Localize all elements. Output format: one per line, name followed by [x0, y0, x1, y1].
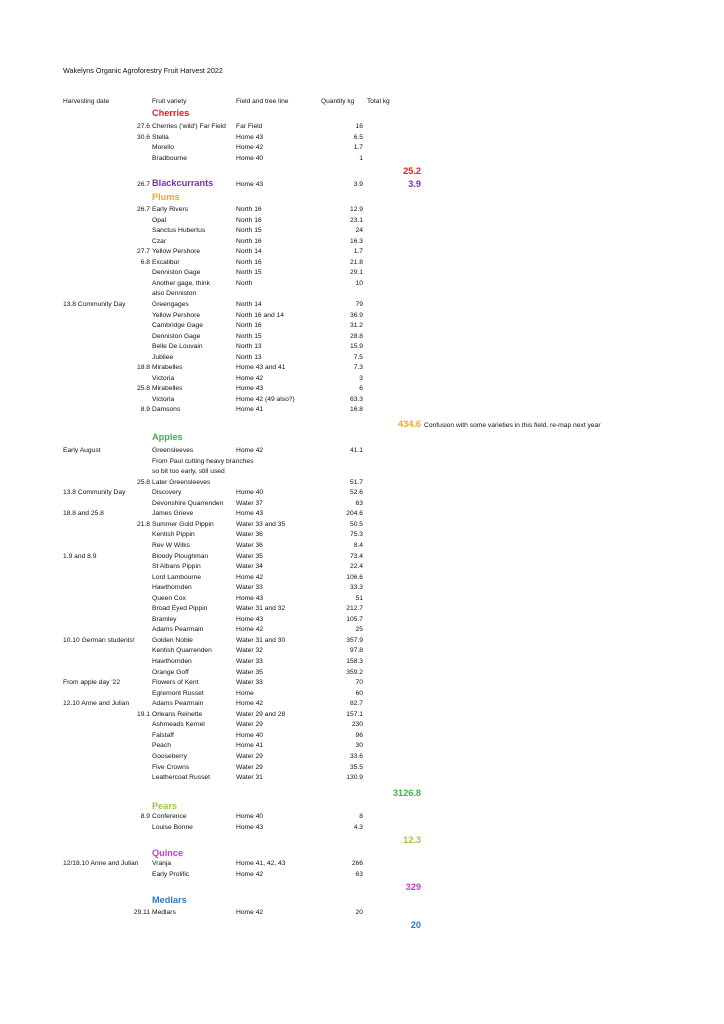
table-row [0, 446, 724, 457]
cell-field: Water 36 [236, 531, 263, 539]
table-row [0, 384, 724, 395]
cell-quantity: 130.9 [346, 774, 363, 782]
blackcurrants-field: Home 43 [236, 181, 264, 188]
cell-quantity: 16 [355, 123, 363, 130]
header-field-tree-line: Field and tree line [236, 98, 289, 105]
cell-harvest-date: 30.6 [136, 133, 150, 141]
cell-fruit-variety: Mirabelles [152, 364, 183, 372]
cell-quantity: 63 [355, 499, 363, 507]
cell-field: Home 41, 42, 43 [236, 860, 286, 867]
cell-quantity: 29.1 [349, 269, 363, 277]
cell-quantity: 23.1 [349, 216, 363, 224]
cell-quantity: 70 [355, 679, 363, 687]
table-row [0, 562, 724, 573]
cell-field: North 16 [236, 322, 262, 330]
blackcurrants-date: 26.7 [136, 181, 150, 188]
cell-quantity: 20 [355, 909, 363, 916]
cell-fruit-variety: Kentish Quarrenden [152, 647, 212, 655]
cell-fruit-variety: Falstaff [152, 731, 174, 739]
table-row [0, 311, 724, 322]
table-row [0, 678, 724, 689]
table-row [0, 752, 724, 763]
table-row [0, 646, 724, 657]
table-row [0, 689, 724, 700]
table-row [0, 763, 724, 774]
section-heading-blackcurrants: Blackcurrants [152, 178, 214, 188]
plums-total-note: Confusion with some varieties in this field, re-map next year [424, 422, 601, 429]
blackcurrants-quantity: 3.9 [353, 181, 363, 188]
total-blackcurrants: 3.9 [408, 179, 421, 189]
cell-quantity: 16.3 [349, 237, 363, 245]
cell-fruit-variety: Hawthornden [152, 584, 192, 592]
cell-fruit-variety: From Paul cutting heavy branches [152, 457, 254, 465]
cell-quantity: 41.1 [349, 447, 363, 454]
cell-quantity: 28.8 [349, 332, 363, 340]
table-row [0, 122, 724, 133]
cell-field: Water 29 [236, 752, 263, 760]
table-row [0, 823, 724, 834]
cell-fruit-variety: Stella [152, 133, 169, 141]
cell-harvest-date: 21.8 [136, 520, 150, 528]
header-harvesting-date: Harvesting date [63, 98, 110, 105]
table-row [0, 154, 724, 165]
cell-fruit-variety: Damsons [152, 406, 181, 414]
cell-note: 12.10 Anne and Julian [63, 700, 130, 708]
cell-fruit-variety: Five Crowns [152, 763, 190, 771]
cell-quantity: 33.6 [349, 752, 363, 760]
cell-quantity: 33.3 [349, 584, 363, 592]
cell-fruit-variety: Another gage, think [152, 279, 210, 287]
cell-quantity: 6.5 [353, 133, 363, 141]
cell-fruit-variety: also Denniston [152, 290, 197, 298]
cell-fruit-variety: Egremont Russet [152, 689, 204, 697]
cell-harvest-date: 18.8 [136, 364, 150, 372]
total-medlars: 20 [410, 920, 421, 930]
cell-field: North 16 and 14 [236, 311, 284, 319]
section-heading-medlars: Medlars [152, 895, 187, 905]
cell-field: North [236, 279, 253, 287]
table-row [0, 625, 724, 636]
cell-quantity: 7.5 [353, 353, 363, 361]
cell-field: North 15 [236, 269, 262, 277]
cell-fruit-variety: Adams Pearmain [152, 700, 204, 708]
cell-field: Water 33 [236, 679, 263, 687]
cell-quantity: 4.3 [353, 823, 363, 831]
cell-fruit-variety: Adams Pearmain [152, 626, 204, 634]
table-row [0, 908, 724, 919]
cell-fruit-variety: Jubilee [152, 353, 174, 361]
table-row [0, 353, 724, 364]
table-row [0, 604, 724, 615]
cell-fruit-variety: Gooseberry [152, 752, 187, 760]
cell-fruit-variety: Morello [152, 144, 174, 152]
cell-fruit-variety: Opal [152, 216, 167, 224]
cell-quantity: 12.9 [349, 206, 363, 213]
cell-fruit-variety: Kentish Pippin [152, 531, 195, 539]
table-row [0, 133, 724, 144]
cell-fruit-variety: so bit too early, still used [152, 468, 225, 476]
cell-field: Water 31 [236, 774, 263, 782]
table-row [0, 467, 724, 478]
cell-fruit-variety: Bramley [152, 615, 177, 623]
cell-field: Water 31 and 30 [236, 636, 286, 644]
cell-quantity: 63.3 [349, 395, 363, 403]
cell-harvest-date: 27.6 [136, 123, 150, 130]
cell-field: Home 42 [236, 909, 264, 916]
cell-quantity: 79 [355, 300, 363, 308]
cell-quantity: 25 [355, 626, 363, 634]
cell-field: North 13 [236, 343, 262, 351]
cell-quantity: 8 [359, 813, 363, 820]
cell-harvest-date: 26.7 [136, 206, 150, 213]
cell-fruit-variety: Sanctus Hubertus [152, 227, 206, 235]
cell-field: North 16 [236, 216, 262, 224]
table-row [0, 509, 724, 520]
cell-field: Water 31 and 32 [236, 605, 286, 613]
cell-field: Home 43 [236, 594, 264, 602]
cell-fruit-variety: Hawthornden [152, 658, 192, 665]
table-row [0, 870, 724, 881]
cell-quantity: 359.2 [346, 668, 363, 676]
cell-field: North 16 [236, 206, 262, 213]
cell-quantity: 63 [355, 870, 363, 878]
cell-quantity: 21.8 [349, 258, 363, 266]
cell-field: Home 43 and 41 [236, 364, 286, 372]
cell-quantity: 24 [355, 227, 363, 235]
section-heading-pears: Pears [152, 801, 178, 811]
table-row [0, 859, 724, 870]
table-row [0, 405, 724, 416]
cell-quantity: 97.8 [349, 647, 363, 655]
cell-quantity: 157.1 [346, 710, 363, 718]
cell-quantity: 10 [355, 279, 363, 287]
cell-fruit-variety: Flowers of Kent [152, 679, 199, 687]
total-plums: 434.6 [398, 419, 421, 429]
cell-fruit-variety: Greensleeves [152, 447, 194, 454]
cell-quantity: 50.5 [349, 520, 363, 528]
section-heading-quince: Quince [152, 848, 184, 858]
cell-quantity: 22.4 [349, 563, 363, 571]
total-cherries: 25.2 [403, 166, 421, 176]
cell-fruit-variety: Mirabelles [152, 385, 183, 393]
cell-fruit-variety: Peach [152, 742, 171, 750]
cell-fruit-variety: Czar [152, 237, 167, 245]
table-row [0, 289, 724, 300]
cell-field: Home 40 [236, 731, 264, 739]
table-row [0, 636, 724, 647]
cell-quantity: 1 [359, 154, 363, 162]
table-row [0, 583, 724, 594]
cell-quantity: 51.7 [349, 478, 363, 486]
table-row [0, 300, 724, 311]
document-title: Wakelyns Organic Agroforestry Fruit Harvest 2022 [63, 66, 223, 75]
table-row [0, 499, 724, 510]
cell-note: 10.10 German students! [63, 636, 135, 644]
cell-fruit-variety: Devonshire Quarrenden [152, 499, 224, 507]
cell-fruit-variety: Excalibur [152, 258, 180, 266]
cell-field: Water 29 [236, 721, 263, 729]
cell-harvest-date: 29.11 [133, 909, 150, 916]
header-quantity-kg: Quantity kg [321, 98, 355, 105]
cell-field: Home 43 [236, 133, 264, 141]
total-pears: 12.3 [403, 835, 421, 845]
cell-field: Water 29 and 28 [236, 710, 286, 718]
cell-harvest-date: 6.8 [140, 258, 150, 266]
cell-fruit-variety: Golden Noble [152, 636, 193, 644]
section-heading-apples: Apples [152, 432, 183, 442]
cell-field: Home 42 [236, 374, 264, 382]
table-row [0, 741, 724, 752]
cell-quantity: 36.9 [349, 311, 363, 319]
cell-fruit-variety: Ashmeads Kernel [152, 721, 205, 729]
cell-fruit-variety: Yellow Pershore [152, 311, 201, 319]
cell-fruit-variety: Later Greensleeves [152, 478, 211, 486]
cell-field: Home 42 [236, 870, 264, 878]
cell-fruit-variety: Leathercoat Russet [152, 774, 210, 782]
cell-quantity: 204.6 [346, 510, 363, 518]
cell-harvest-date: 25.8 [136, 478, 150, 486]
cell-quantity: 212.7 [346, 605, 363, 613]
cell-fruit-variety: Rev W Wilks [152, 541, 190, 549]
cell-fruit-variety: Yellow Pershore [152, 248, 201, 256]
cell-quantity: 15.9 [349, 343, 363, 351]
cell-note: From apple day '22 [63, 679, 121, 687]
cell-field: Water 37 [236, 499, 263, 507]
cell-fruit-variety: Orange Goff [152, 668, 189, 676]
cell-field: Home 42 [236, 144, 264, 152]
cell-harvest-date: 8.9 [140, 406, 150, 414]
table-row [0, 374, 724, 385]
table-row [0, 395, 724, 406]
cell-fruit-variety: Bradbourne [152, 154, 187, 162]
cell-quantity: 75.3 [349, 531, 363, 539]
table-row [0, 657, 724, 668]
cell-fruit-variety: Greengages [152, 300, 189, 308]
table-row [0, 247, 724, 258]
table-row [0, 478, 724, 489]
cell-field: Home 40 [236, 489, 264, 497]
table-row [0, 541, 724, 552]
cell-harvest-date: 25.8 [136, 385, 150, 393]
cell-quantity: 105.7 [346, 615, 363, 623]
cell-fruit-variety: Victoria [152, 374, 175, 382]
cell-field: Home 41 [236, 742, 264, 750]
cell-field: Water 33 [236, 584, 263, 592]
cell-quantity: 52.6 [349, 489, 363, 497]
cell-field: Water 36 [236, 541, 263, 549]
cell-quantity: 106.6 [346, 573, 363, 581]
cell-field: Water 32 [236, 647, 263, 655]
cell-harvest-date: 27.7 [136, 248, 150, 256]
cell-note: 12/18.10 Anne and Julian [63, 860, 139, 867]
cell-quantity: 1.7 [353, 248, 363, 256]
cell-field: Home 40 [236, 813, 264, 820]
cell-quantity: 7.3 [353, 364, 363, 372]
table-row [0, 699, 724, 710]
header-total-kg: Total kg [367, 98, 390, 105]
cell-quantity: 8.4 [353, 541, 363, 549]
cell-field: Home 42 [236, 447, 264, 454]
cell-fruit-variety: Victoria [152, 395, 175, 403]
cell-fruit-variety: Cambridge Gage [152, 322, 203, 330]
cell-note: 18.8 and 25.8 [63, 510, 104, 518]
table-row [0, 363, 724, 374]
table-row [0, 520, 724, 531]
table-row [0, 615, 724, 626]
cell-fruit-variety: Denniston Gage [152, 269, 201, 277]
cell-fruit-variety: Early Rivers [152, 206, 189, 213]
cell-field: Water 35 [236, 668, 263, 676]
cell-fruit-variety: Early Prolific [152, 870, 190, 878]
table-row [0, 226, 724, 237]
table-row [0, 731, 724, 742]
cell-fruit-variety: Summer Gold Pippin [152, 520, 214, 528]
cell-fruit-variety: Conference [152, 813, 187, 820]
table-row [0, 552, 724, 563]
cell-quantity: 60 [355, 689, 363, 697]
section-heading-plums: Plums [152, 192, 180, 202]
cell-fruit-variety: Broad Eyed Pippin [152, 605, 208, 613]
cell-field: Home 43 [236, 823, 264, 831]
cell-field: North 15 [236, 227, 262, 235]
cell-field: Home 42 [236, 700, 264, 708]
cell-quantity: 1.7 [353, 144, 363, 152]
table-row [0, 279, 724, 290]
cell-field: Home 43 [236, 615, 264, 623]
table-row [0, 205, 724, 216]
table-row [0, 668, 724, 679]
table-row [0, 258, 724, 269]
cell-note: 13.8 Community Day [63, 489, 126, 497]
total-apples: 3126.8 [392, 788, 421, 798]
cell-field: Home 42 [236, 626, 264, 634]
cell-fruit-variety: James Grieve [152, 510, 194, 518]
cell-field: Home 43 [236, 385, 264, 393]
cell-fruit-variety: Lord Lambourne [152, 573, 202, 581]
table-row [0, 216, 724, 227]
cell-field: North 16 [236, 258, 262, 266]
table-row [0, 321, 724, 332]
cell-field: Home 43 [236, 510, 264, 518]
cell-fruit-variety: Discovery [152, 489, 182, 497]
cell-note: 13.8 Community Day [63, 300, 126, 308]
cell-field: Home 42 [236, 573, 264, 581]
cell-field: Water 34 [236, 563, 263, 571]
cell-fruit-variety: Denniston Gage [152, 332, 201, 340]
cell-harvest-date: 8.9 [140, 813, 150, 820]
cell-field: North 14 [236, 300, 262, 308]
cell-field: Water 33 [236, 658, 263, 665]
cell-fruit-variety: Medlars [152, 909, 176, 916]
cell-fruit-variety: St Albans Pippin [152, 563, 201, 571]
cell-note: 1.9 and 8.9 [63, 552, 97, 560]
cell-fruit-variety: Orleans Reinette [152, 710, 203, 718]
cell-quantity: 51 [355, 594, 363, 602]
cell-field: North 14 [236, 248, 262, 256]
cell-field: Far Field [236, 123, 263, 130]
cell-quantity: 16.8 [349, 406, 363, 414]
cell-field: Home 41 [236, 406, 264, 414]
cell-quantity: 3 [359, 374, 363, 382]
cell-field: North 13 [236, 353, 262, 361]
cell-quantity: 266 [351, 860, 363, 867]
cell-quantity: 82.7 [349, 700, 363, 708]
cell-quantity: 96 [355, 731, 363, 739]
table-row [0, 773, 724, 784]
cell-field: Home 40 [236, 154, 264, 162]
table-row [0, 488, 724, 499]
table-row [0, 710, 724, 721]
cell-fruit-variety: Vranja [152, 860, 172, 867]
cell-quantity: 357.9 [346, 636, 363, 644]
cell-quantity: 158.3 [346, 658, 363, 665]
cell-note: Early August [63, 447, 101, 454]
cell-field: North 16 [236, 237, 262, 245]
table-row [0, 812, 724, 823]
cell-field: Home 42 (49 also?) [236, 395, 295, 403]
table-row [0, 720, 724, 731]
table-row [0, 594, 724, 605]
table-row [0, 457, 724, 468]
cell-field: Water 29 [236, 763, 263, 771]
table-row [0, 342, 724, 353]
cell-fruit-variety: Bloody Ploughman [152, 552, 209, 560]
header-fruit-variety: Fruit variety [152, 98, 187, 105]
table-row [0, 237, 724, 248]
table-row [0, 268, 724, 279]
cell-field: North 15 [236, 332, 262, 340]
table-row [0, 530, 724, 541]
cell-quantity: 73.4 [349, 552, 363, 560]
table-row [0, 143, 724, 154]
cell-quantity: 30 [355, 742, 363, 750]
cell-field: Water 35 [236, 552, 263, 560]
cell-field: Home [236, 689, 254, 697]
cell-fruit-variety: Cherries ('wild') Far Field [152, 123, 226, 130]
cell-quantity: 31.2 [349, 322, 363, 330]
section-heading-cherries: Cherries [152, 108, 190, 118]
cell-harvest-date: 19.1 [136, 710, 150, 718]
cell-fruit-variety: Belle De Louvain [152, 343, 203, 351]
table-row [0, 332, 724, 343]
cell-fruit-variety: Queen Cox [152, 594, 186, 602]
cell-quantity: 230 [351, 721, 363, 729]
cell-fruit-variety: Louise Bonne [152, 823, 193, 831]
cell-field: Water 33 and 35 [236, 520, 286, 528]
table-row [0, 573, 724, 584]
cell-quantity: 35.5 [349, 763, 363, 771]
total-quince: 329 [405, 882, 421, 892]
cell-quantity: 6 [359, 385, 363, 393]
